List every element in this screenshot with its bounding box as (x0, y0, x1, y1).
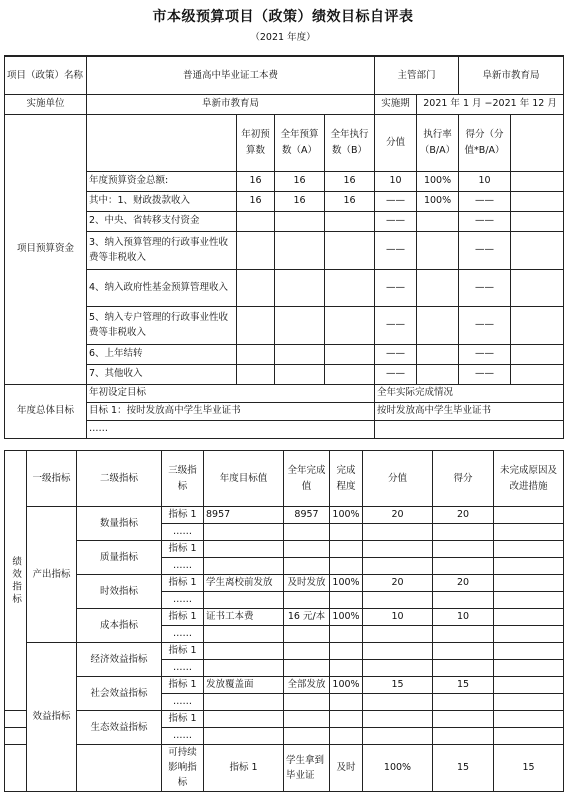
time-actual: 及时发放 (284, 575, 330, 592)
sub-quantity: 数量指标 (77, 507, 162, 541)
social-target: 发放覆盖面 (204, 677, 284, 694)
budget-row (5, 306, 564, 344)
budget-score-value: —— (375, 269, 417, 306)
budget-score: —— (459, 306, 511, 344)
budget-score-value: —— (375, 344, 417, 364)
indicator-1: 指标 1 (162, 575, 204, 592)
social-value: 15 (363, 677, 433, 694)
indicator-1: 指标 1 (162, 507, 204, 524)
sustain-degree: 100% (363, 745, 433, 792)
budget-score-value: —— (375, 211, 417, 231)
budget-initial: 16 (237, 191, 275, 211)
planned-goal-1: 目标 1：按时发放高中学生毕业证书 (87, 402, 375, 420)
budget-row-label: 其中：1、财政拨款收入 (87, 191, 237, 211)
indicator-1: 指标 1 (162, 643, 204, 660)
budget-row-label: 5、纳入专户管理的行政事业性收费等非税收入 (87, 306, 237, 344)
period-label: 实施期 (375, 94, 417, 114)
impl-unit-label: 实施单位 (5, 94, 87, 114)
cost-actual: 16 元/本 (284, 609, 330, 626)
sub-social: 社会效益指标 (77, 677, 162, 711)
page-title: 市本级预算项目（政策）绩效目标自评表 (152, 9, 414, 25)
budget-rate: 100% (417, 171, 459, 191)
indicator-more: …… (162, 694, 204, 711)
budget-full: 16 (275, 171, 325, 191)
budget-row-label: 3、纳入预算管理的行政事业性收费等非税收入 (87, 231, 237, 269)
sub-quality: 质量指标 (77, 541, 162, 575)
social-degree: 100% (330, 677, 363, 694)
budget-score-value: 10 (375, 171, 417, 191)
quantity-actual: 8957 (284, 507, 330, 524)
quantity-target: 8957 (204, 507, 284, 524)
cost-score: 10 (433, 609, 494, 626)
quantity-degree: 100% (330, 507, 363, 524)
quantity-value: 20 (363, 507, 433, 524)
col-exec: 全年执行数（B） (325, 114, 375, 171)
indicator-more: …… (162, 728, 204, 745)
budget-row-label: 4、纳入政府性基金预算管理收入 (87, 269, 237, 306)
col-score-value: 分值 (375, 114, 417, 171)
budget-row-label: 年度预算资金总额: (87, 171, 237, 191)
evaluation-table-top (4, 55, 564, 439)
budget-section-label: 项目预算资金 (5, 114, 87, 384)
budget-row (5, 231, 564, 269)
budget-score-value: —— (375, 364, 417, 384)
col-full-budget: 全年预算数（A） (275, 114, 325, 171)
indicator-table (4, 450, 564, 792)
planned-goal-more: …… (87, 420, 375, 438)
indicator-1: 指标 1 (162, 609, 204, 626)
indicator-1: 指标 1 (204, 745, 284, 792)
social-score: 15 (433, 677, 494, 694)
annual-goal-label: 年度总体目标 (5, 384, 87, 438)
cost-value: 10 (363, 609, 433, 626)
col-exec-rate: 执行率（B/A） (417, 114, 459, 171)
indicator-section-label: 绩效指标 (5, 451, 27, 711)
budget-score: —— (459, 364, 511, 384)
project-name-value: 普通高中毕业证工本费 (87, 56, 375, 94)
actual-goal-header: 全年实际完成情况 (375, 384, 564, 402)
col-value: 分值 (363, 451, 433, 507)
time-value: 20 (363, 575, 433, 592)
time-target: 学生离校前发放 (204, 575, 284, 592)
cost-target: 证书工本费 (204, 609, 284, 626)
col-level3: 三级指标 (162, 451, 204, 507)
col-budget-score: 得分（分值*B/A） (459, 114, 511, 171)
sustain-actual: 及时 (330, 745, 363, 792)
time-score: 20 (433, 575, 494, 592)
indicator-more: …… (162, 660, 204, 677)
budget-row (5, 364, 564, 384)
col-level1: 一级指标 (27, 451, 77, 507)
planned-goal-header: 年初设定目标 (87, 384, 375, 402)
sustain-value: 15 (433, 745, 494, 792)
project-name-label: 项目（政策）名称 (5, 56, 87, 94)
dept-label: 主管部门 (375, 56, 459, 94)
quantity-score: 20 (433, 507, 494, 524)
budget-row-label: 7、其他收入 (87, 364, 237, 384)
indicator-1: 指标 1 (162, 711, 204, 728)
cost-degree: 100% (330, 609, 363, 626)
indicator-more: …… (162, 524, 204, 541)
impl-unit-value: 阜新市教育局 (87, 94, 375, 114)
col-initial-budget: 年初预算数 (237, 114, 275, 171)
sub-ecology: 生态效益指标 (77, 711, 162, 745)
sub-sustain: 可持续影响指标 (162, 745, 204, 792)
time-degree: 100% (330, 575, 363, 592)
budget-score-value: —— (375, 191, 417, 211)
indicator-1: 指标 1 (162, 677, 204, 694)
budget-exec: 16 (325, 191, 375, 211)
sub-cost: 成本指标 (77, 609, 162, 643)
budget-row (5, 211, 564, 231)
budget-full: 16 (275, 191, 325, 211)
budget-initial: 16 (237, 171, 275, 191)
page-subtitle: （2021 年度） (250, 32, 316, 43)
social-actual: 全部发放 (284, 677, 330, 694)
sustain-target: 学生拿到毕业证 (284, 745, 330, 792)
indicator-more: …… (162, 626, 204, 643)
sub-economic: 经济效益指标 (77, 643, 162, 677)
budget-row (5, 171, 564, 191)
budget-score-value: —— (375, 306, 417, 344)
budget-score: —— (459, 211, 511, 231)
budget-score: 10 (459, 171, 511, 191)
budget-score: —— (459, 191, 511, 211)
budget-row (5, 269, 564, 306)
sustain-score: 15 (494, 745, 564, 792)
col-reason: 未完成原因及改进措施 (494, 451, 564, 507)
budget-score: —— (459, 344, 511, 364)
budget-row-label: 2、中央、省转移支付资金 (87, 211, 237, 231)
budget-row (5, 344, 564, 364)
budget-rate: 100% (417, 191, 459, 211)
budget-score-value: —— (375, 231, 417, 269)
col-actual: 全年完成值 (284, 451, 330, 507)
sub-time: 时效指标 (77, 575, 162, 609)
period-value: 2021 年 1 月 −2021 年 12 月 (417, 94, 564, 114)
category-benefit: 效益指标 (27, 643, 77, 792)
indicator-1: 指标 1 (162, 541, 204, 558)
budget-row (5, 191, 564, 211)
actual-goal-1: 按时发放高中学生毕业证书 (375, 402, 564, 420)
budget-exec: 16 (325, 171, 375, 191)
indicator-more: …… (162, 558, 204, 575)
dept-value: 阜新市教育局 (459, 56, 564, 94)
indicator-more: …… (162, 592, 204, 609)
col-degree: 完成程度 (330, 451, 363, 507)
category-output: 产出指标 (27, 507, 77, 643)
col-target: 年度目标值 (204, 451, 284, 507)
budget-score: —— (459, 231, 511, 269)
col-score: 得分 (433, 451, 494, 507)
col-level2: 二级指标 (77, 451, 162, 507)
budget-row-label: 6、上年结转 (87, 344, 237, 364)
budget-score: —— (459, 269, 511, 306)
